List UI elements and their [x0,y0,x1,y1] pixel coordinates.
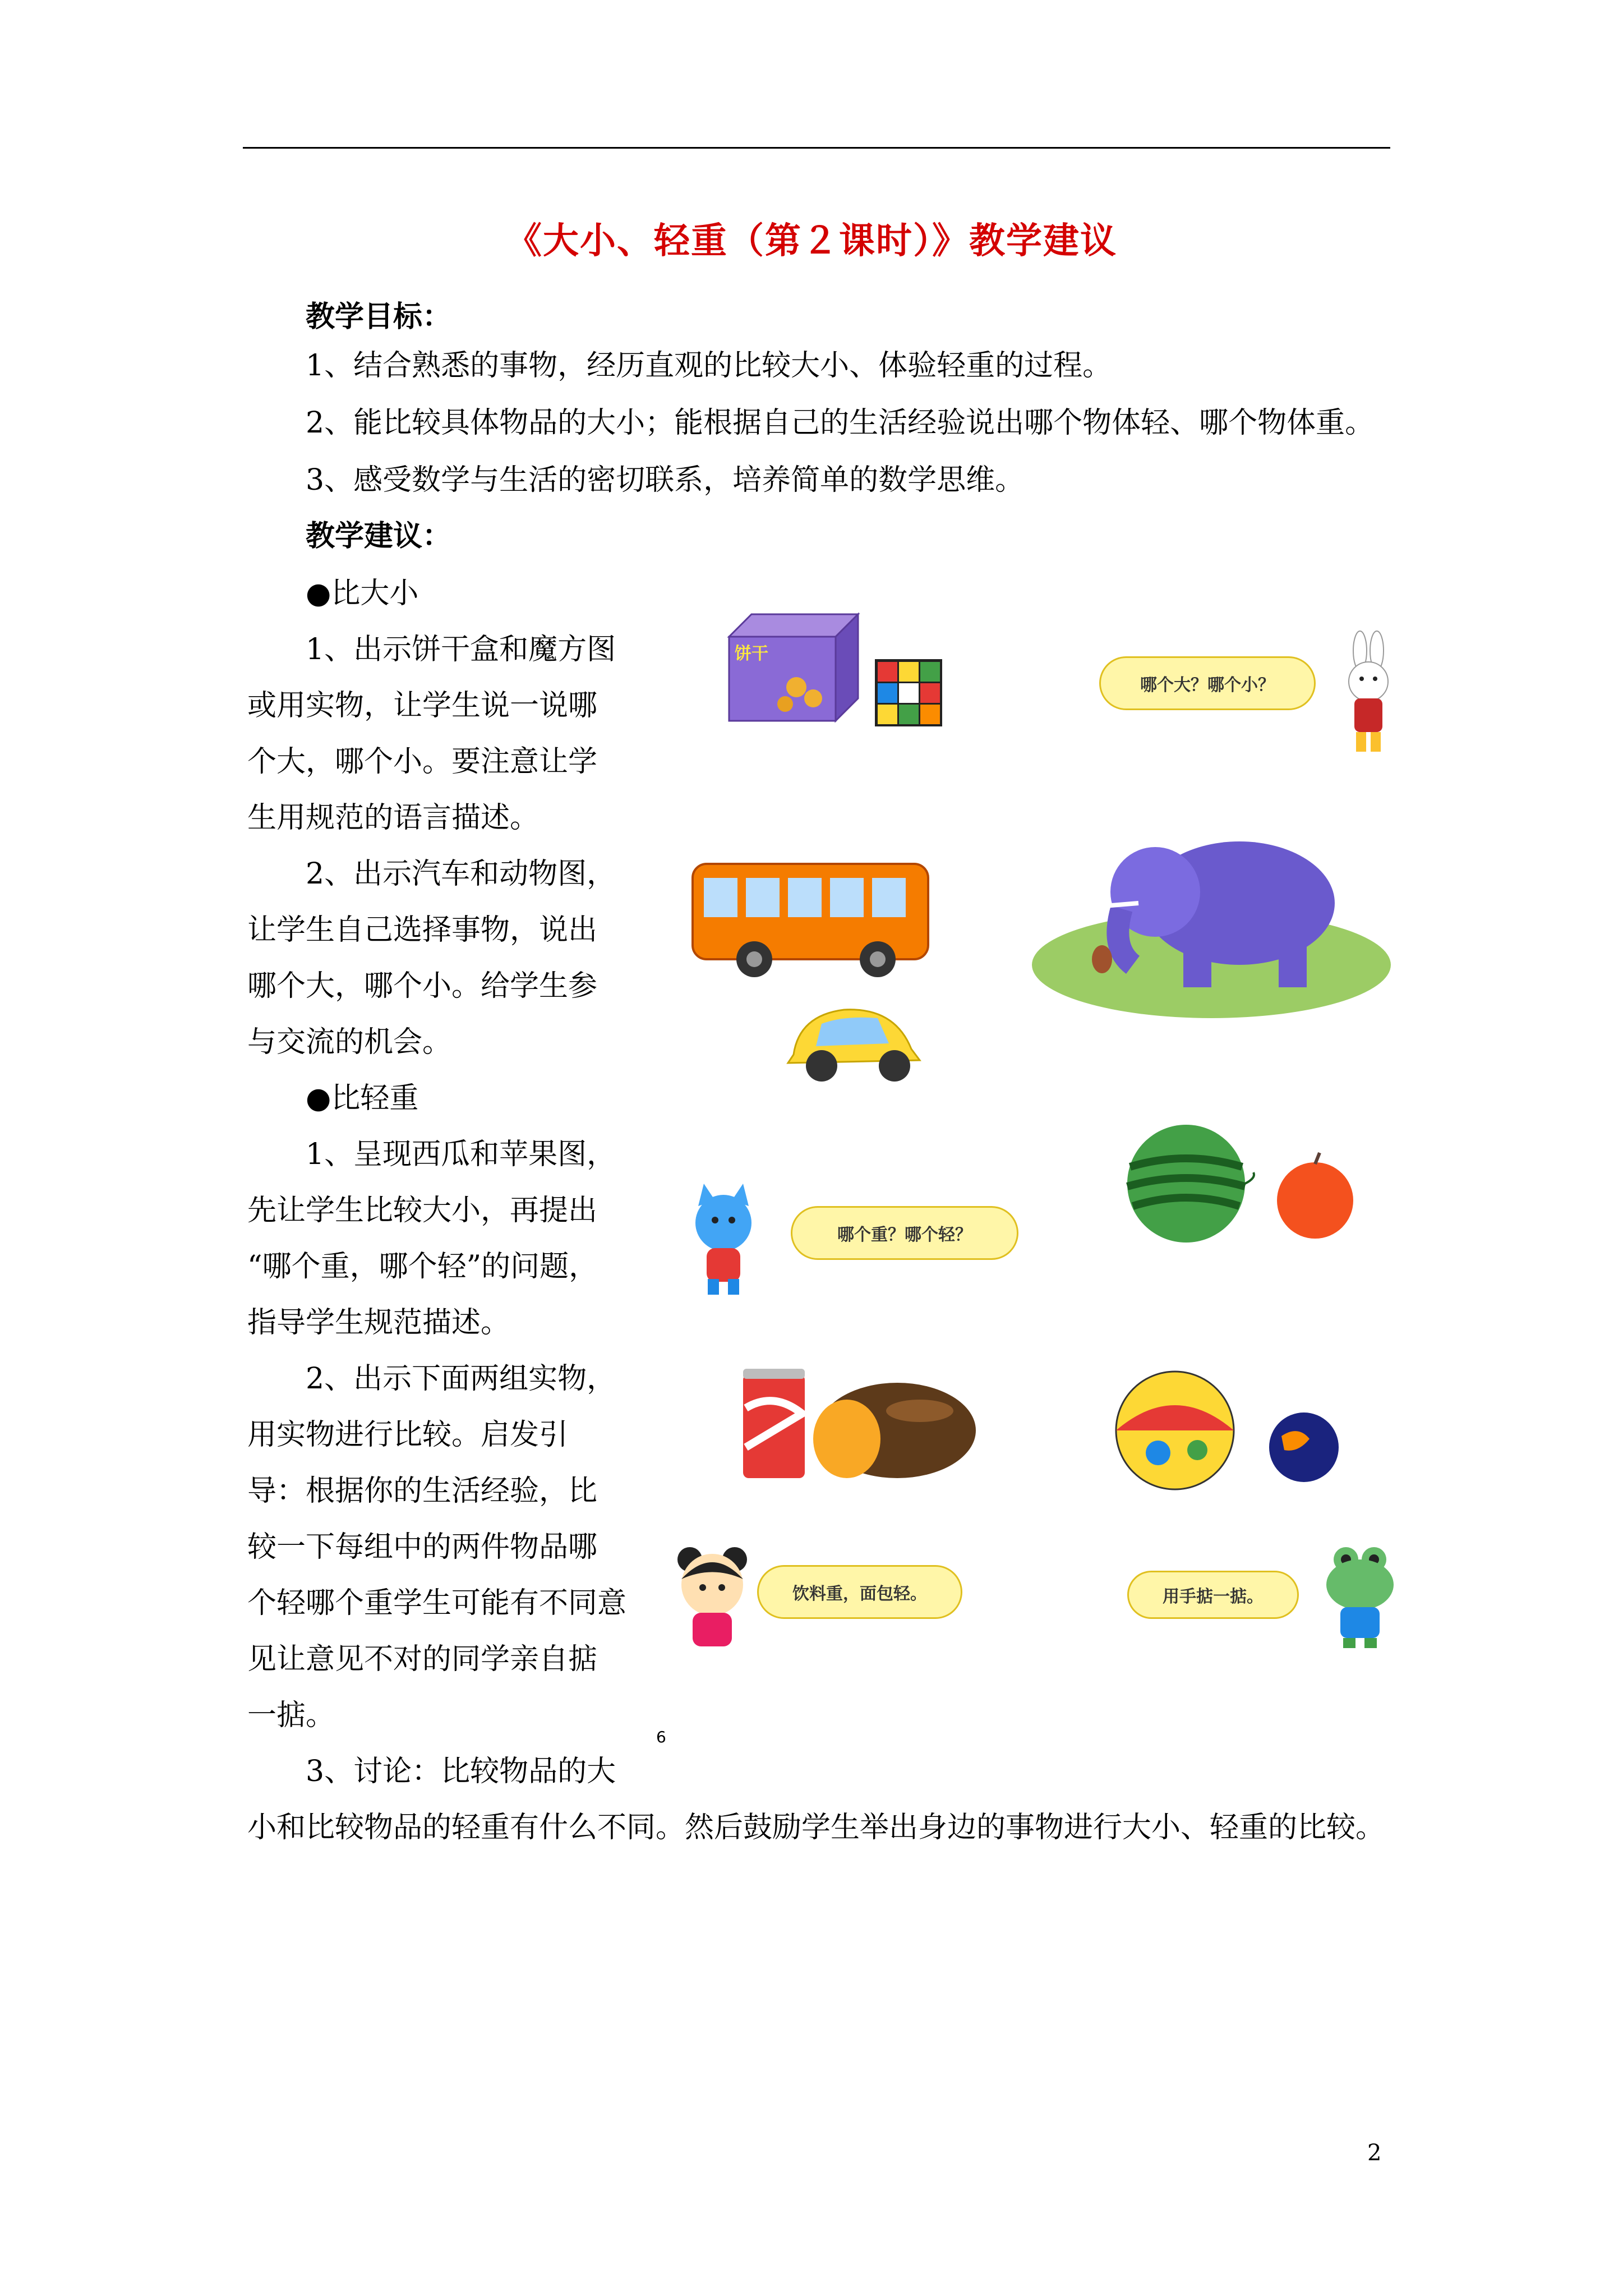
biscuit-label: 饼干 [735,644,768,664]
speech-bubble-size: 哪个大？哪个小？ [1099,656,1316,710]
weight-item2-line5: 个轻哪个重学生可能有不同意 [247,1586,627,1620]
weight-item2-line1: 2、出示下面两组实物， [306,1362,616,1396]
weight-item1-line2: 先让学生比较大小，再提出 [247,1194,598,1227]
apple-image [1270,1150,1360,1240]
goal-2: 2、能比较具体物品的大小；能根据自己的生活经验说出哪个物体轻、哪个物体重。 [306,406,1375,440]
size-item2-line3: 哪个大，哪个小。给学生参 [247,969,598,1003]
ball-image [1113,1369,1237,1492]
elephant-squirrel-image [1032,819,1402,1021]
biscuit-box-image [729,614,864,726]
weight-item2-line6: 见让意见不对的同学亲自掂 [247,1642,598,1676]
goal-3: 3、感受数学与生活的密切联系，培养简单的数学思维。 [306,463,1025,497]
weight-item2-line4: 较一下每组中的两件物品哪 [247,1530,598,1564]
weight-item1-line3: “哪个重，哪个轻”的问题， [247,1250,598,1283]
textbook-page-number: 6 [656,1728,666,1746]
speech-bubble-frog: 用手掂一掂。 [1127,1571,1299,1619]
watermelon-image [1124,1122,1259,1245]
page-title: 《大小、轻重（第２课时）》教学建议 [506,220,1117,262]
bus-image [693,853,928,982]
weight-item2-line3: 导：根据你的生活经验，比 [247,1474,598,1508]
frog-character-image [1318,1543,1402,1649]
section-weight-heading: ●比轻重 [306,1082,419,1115]
rabbit-character-image [1335,634,1402,757]
car-image [782,993,928,1088]
weight-item1-line1: 1、呈现西瓜和苹果图， [306,1138,616,1171]
girl-character-image [670,1543,754,1649]
size-item1-line1: 1、出示饼干盒和魔方图 [306,633,616,666]
weight-item3-line1: 3、讨论：比较物品的大 [306,1755,616,1788]
soda-can-image [740,1369,808,1481]
weight-item2-line2: 用实物进行比较。启发引 [247,1418,569,1452]
page-number: 2 [1367,2140,1382,2166]
header-rule [243,147,1390,149]
size-item2-line2: 让学生自己选择事物，说出 [247,913,598,947]
speech-bubble-weight: 哪个重？哪个轻？ [791,1206,1018,1260]
blue-cat-character-image [673,1184,774,1296]
size-item2-line1: 2、出示汽车和动物图， [306,857,616,891]
size-item1-line2: 或用实物，让学生说一说哪 [247,689,598,723]
size-item1-line4: 生用规范的语言描述。 [247,801,540,835]
speech-bubble-girl: 饮料重，面包轻。 [757,1565,962,1619]
suggestions-heading: 教学建议： [306,519,452,553]
size-item1-line3: 个大，哪个小。要注意让学 [247,745,598,779]
bread-image [808,1377,976,1484]
weight-item3-line2: 小和比较物品的轻重有什么不同。然后鼓励学生举出身边的事物进行大小、轻重的比较。 [247,1811,1385,1844]
weight-item2-line7: 一掂。 [247,1699,335,1732]
goals-heading: 教学目标： [306,300,452,334]
weight-item1-line4: 指导学生规范描述。 [247,1306,510,1340]
goal-1: 1、结合熟悉的事物，经历直观的比较大小、体验轻重的过程。 [306,349,1112,383]
section-size-heading: ●比大小 [306,577,419,610]
rubiks-cube-image [875,654,953,726]
small-ball-image [1265,1408,1343,1487]
size-item2-line4: 与交流的机会。 [247,1025,452,1059]
